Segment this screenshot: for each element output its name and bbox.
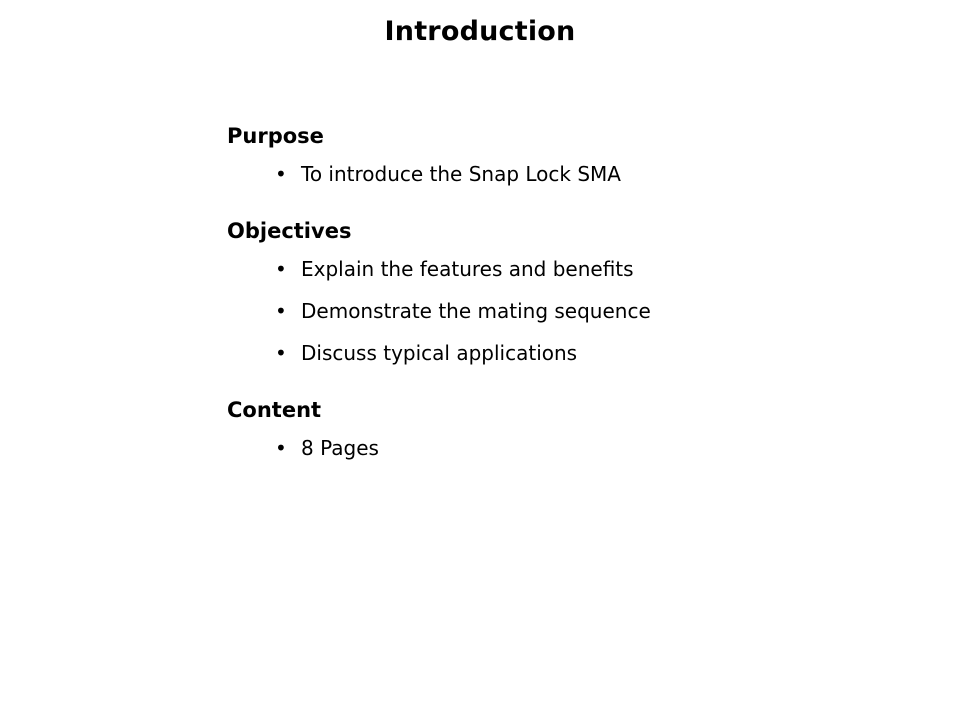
list-item (227, 153, 907, 195)
bullet-point-icon: • (275, 299, 287, 323)
bullet-point-icon: • (275, 436, 287, 460)
bullet-list-purpose (227, 153, 907, 195)
list-item-label: Discuss typical applications (301, 341, 578, 365)
list-item (227, 332, 907, 374)
bullet-point-icon: • (275, 341, 287, 365)
list-item (227, 248, 907, 290)
section-heading-content: Content (227, 398, 322, 422)
section-objectives (227, 215, 907, 374)
section-heading-purpose: Purpose (227, 124, 324, 148)
section-content (227, 394, 907, 469)
bullet-list-objectives (227, 248, 907, 374)
section-purpose (227, 120, 907, 195)
list-item-label: To introduce the Snap Lock SMA (301, 162, 621, 186)
list-item-label: Explain the features and benefits (301, 257, 634, 281)
bullet-point-icon: • (275, 162, 287, 186)
page-title: Introduction (384, 16, 576, 47)
list-item (227, 290, 907, 332)
slide-body (227, 120, 907, 469)
bullet-list-content (227, 427, 907, 469)
list-item-label: 8 Pages (301, 436, 379, 460)
list-item (227, 427, 907, 469)
bullet-point-icon: • (275, 257, 287, 281)
list-item-label: Demonstrate the mating sequence (301, 299, 651, 323)
section-heading-objectives: Objectives (227, 219, 352, 243)
